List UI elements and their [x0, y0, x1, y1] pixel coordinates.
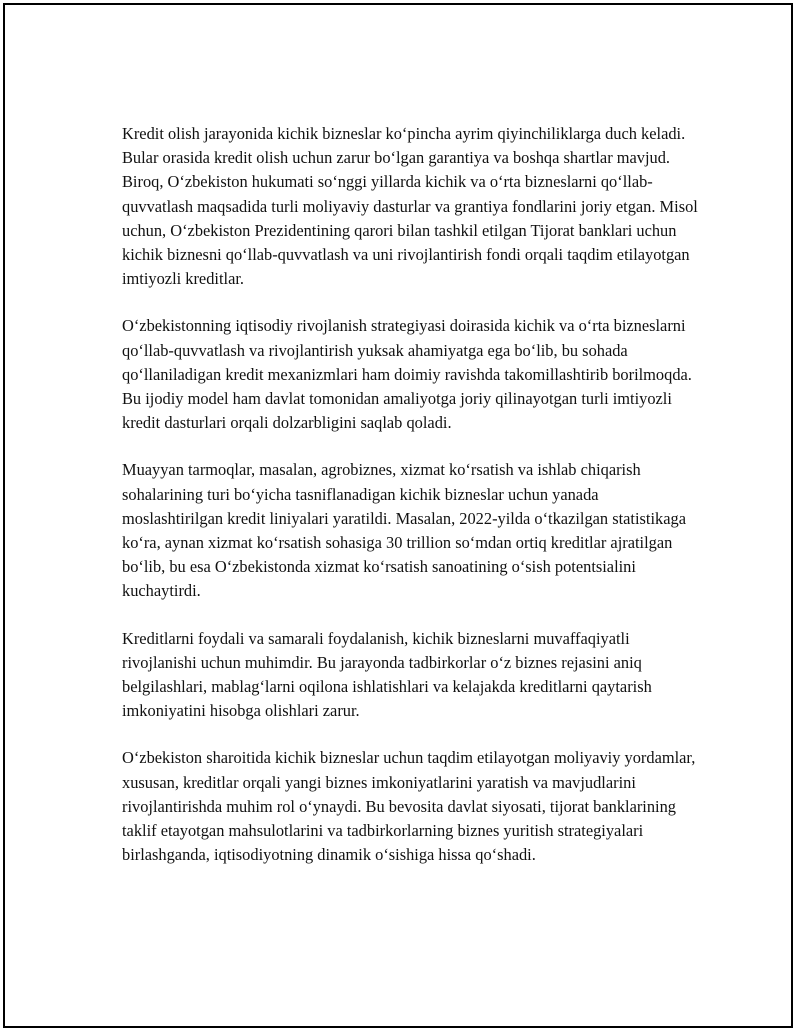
paragraph-1: Kredit olish jarayonida kichik bizneslar ko‘pincha ayrim qiyinchiliklarga duch keladi. Bular orasida kredit olish uchun zarur bo‘lgan garantiya va boshqa shartlar mavjud. Biroq, O‘zbekiston hukumati so‘nggi yillarda kichik va o‘rta bizneslarni qo‘llab-quvvatlash maqsadida turli moliyaviy dasturlar va grantiya fondlarini joriy etgan. Misol uchun, O‘zbekiston Prezidentining qarori bilan tashkil etilgan Tijorat banklari uchun kichik biznesni qo‘llab-quvvatlash va uni rivojlantirish fondi orqali taqdim etilayotgan imtiyozli kreditlar. [122, 124, 698, 289]
page-frame [3, 3, 793, 1028]
paragraph-5: O‘zbekiston sharoitida kichik bizneslar uchun taqdim etilayotgan moliyaviy yordamlar, xususan, kreditlar orqali yangi biznes imkoniyatlarini yaratish va mavjudlarini rivojlantirishda muhim rol o‘ynaydi. Bu bevosita davlat siyosati, tijorat banklarining taklif etayotgan mahsulotlarini va tadbirkorlarning biznes yuritish strategiyalari birlashganda, iqtisodiyotning dinamik o‘sishiga hissa qo‘shadi. [122, 748, 696, 865]
paragraph-4: Kreditlarni foydali va samarali foydalanish, kichik bizneslarni muvaffaqiyatli rivojlanishi uchun muhimdir. Bu jarayonda tadbirkorlar o‘z biznes rejasini aniq belgilashlari, mablag‘larni oqilona ishlatishlari va kelajakda kreditlarni qaytarish imkoniyatini hisobga olishlari zarur. [122, 628, 652, 721]
paragraph-2: O‘zbekistonning iqtisodiy rivojlanish strategiyasi doirasida kichik va o‘rta bizneslarni qo‘llab-quvvatlash va rivojlantirish yuksak ahamiyatga ega bo‘lib, bu sohada qo‘llaniladigan kredit mexanizmlari ham doimiy ravishda takomillashtirib borilmoqda. Bu ijodiy model ham davlat tomonidan amaliyotga joriy qilinayotgan turli imtiyozli kredit dasturlari orqali dolzarbligini saqlab qoladi. [122, 316, 692, 433]
paragraph-3: Muayyan tarmoqlar, masalan, agrobiznes, xizmat ko‘rsatish va ishlab chiqarish sohalarining turi bo‘yicha tasniflanadigan kichik bizneslar uchun yanada moslashtirilgan kredit liniyalari yaratildi. Masalan, 2022-yilda o‘tkazilgan statistikaga ko‘ra, aynan xizmat ko‘rsatish sohasiga 30 trillion so‘mdan ortiq kreditlar ajratilgan bo‘lib, bu esa O‘zbekistonda xizmat ko‘rsatish sanoatining o‘sish potentsialini kuchaytirdi. [122, 460, 686, 601]
document-body [122, 122, 702, 867]
